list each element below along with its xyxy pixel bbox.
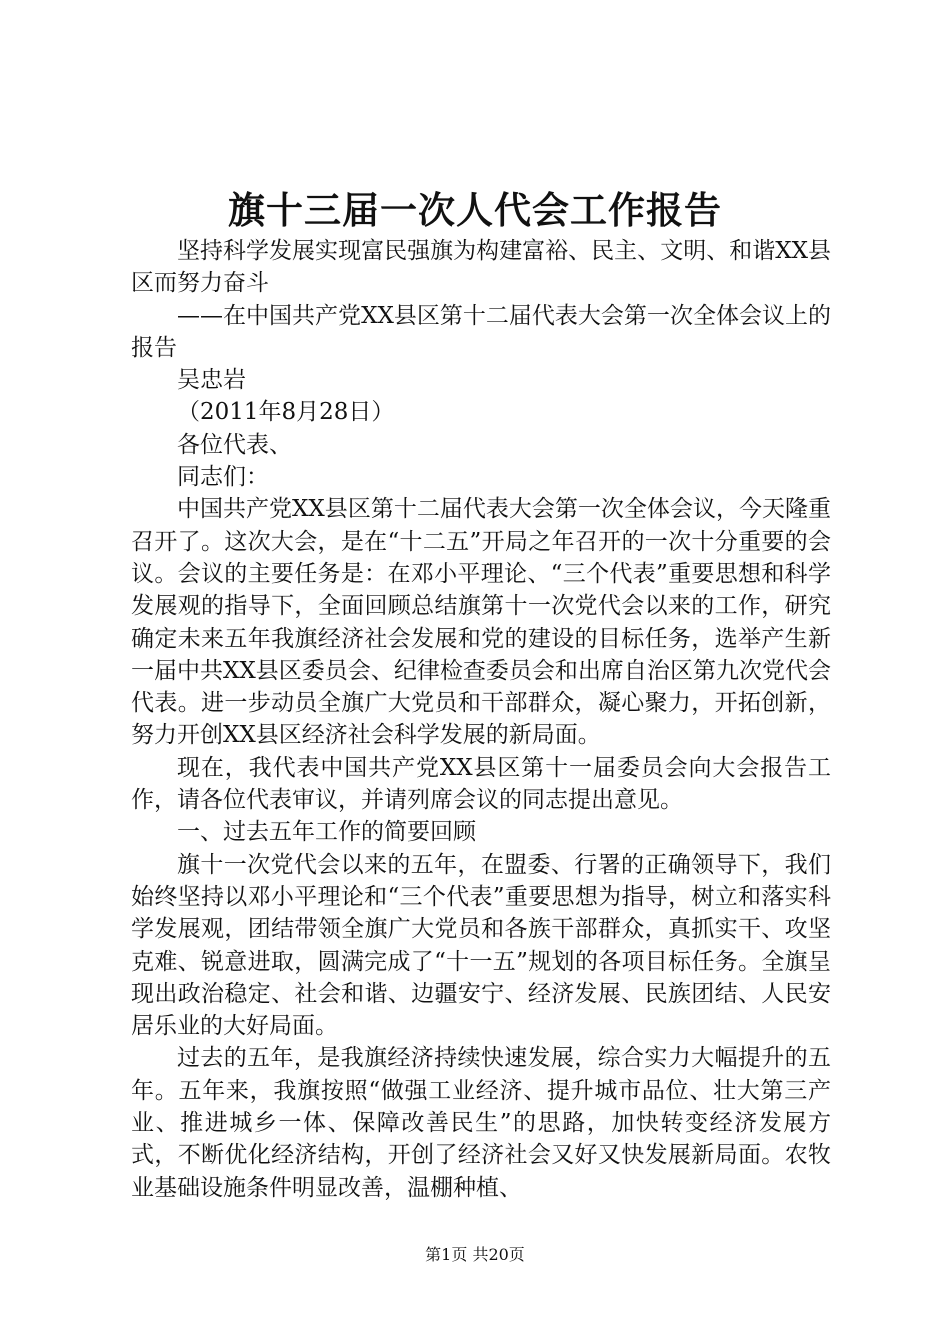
body-paragraph: 中国共产党XX县区第十二届代表大会第一次全体会议，今天隆重召开了。这次大会，是在“十二五”开局之年召开的一次十分重要的会议。会议的主要任务是：在邓小平理论、“三个代表”重要思想和科学发展观的指导下，全面回顾总结旗第十一次党代会以来的工作，研究确定未来五年我旗经济社会发展和党的建设的目标任务，选举产生新一届中共XX县区委员会、纪律检查委员会和出席自治区第九次党代会代表。进一步动员全旗广大党员和干部群众，凝心聚力，开拓创新，努力开创XX县区经济社会科学发展的新局面。 <box>131 496 831 749</box>
section-heading: 一、过去五年工作的简要回顾 <box>177 819 476 846</box>
body-paragraph: 现在，我代表中国共产党XX县区第十一届委员会向大会报告工作，请各位代表审议，并请列席会议的同志提出意见。 <box>131 754 831 814</box>
document-body <box>131 235 831 1204</box>
document-title: 旗十三届一次人代会工作报告 <box>228 188 722 232</box>
author-name: 吴忠岩 <box>177 367 246 394</box>
salutation-line-2: 同志们： <box>177 464 269 491</box>
report-theme: 坚持科学发展实现富民强旗为构建富裕、民主、文明、和谐XX县区而努力奋斗 <box>131 238 831 297</box>
page-number: 第1页 共20页 <box>425 1245 525 1264</box>
report-date: （2011年8月28日） <box>177 399 395 426</box>
report-subtitle: ——在中国共产党XX县区第十二届代表大会第一次全体会议上的报告 <box>131 302 831 361</box>
salutation-line-1: 各位代表、 <box>177 431 292 458</box>
body-paragraph: 过去的五年，是我旗经济持续快速发展，综合实力大幅提升的五年。五年来，我旗按照“做强工业经济、提升城市品位、壮大第三产业、推进城乡一体、保障改善民生”的思路，加快转变经济发展方式，不断优化经济结构，开创了经济社会又好又快发展新局面。农牧业基础设施条件明显改善，温棚种植、 <box>131 1045 831 1201</box>
body-paragraph: 旗十一次党代会以来的五年，在盟委、行署的正确领导下，我们始终坚持以邓小平理论和“三个代表”重要思想为指导，树立和落实科学发展观，团结带领全旗广大党员和各族干部群众，真抓实干、攻坚克难、锐意进取，圆满完成了“十一五”规划的各项目标任务。全旗呈现出政治稳定、社会和谐、边疆安宁、经济发展、民族团结、人民安居乐业的大好局面。 <box>131 851 831 1040</box>
